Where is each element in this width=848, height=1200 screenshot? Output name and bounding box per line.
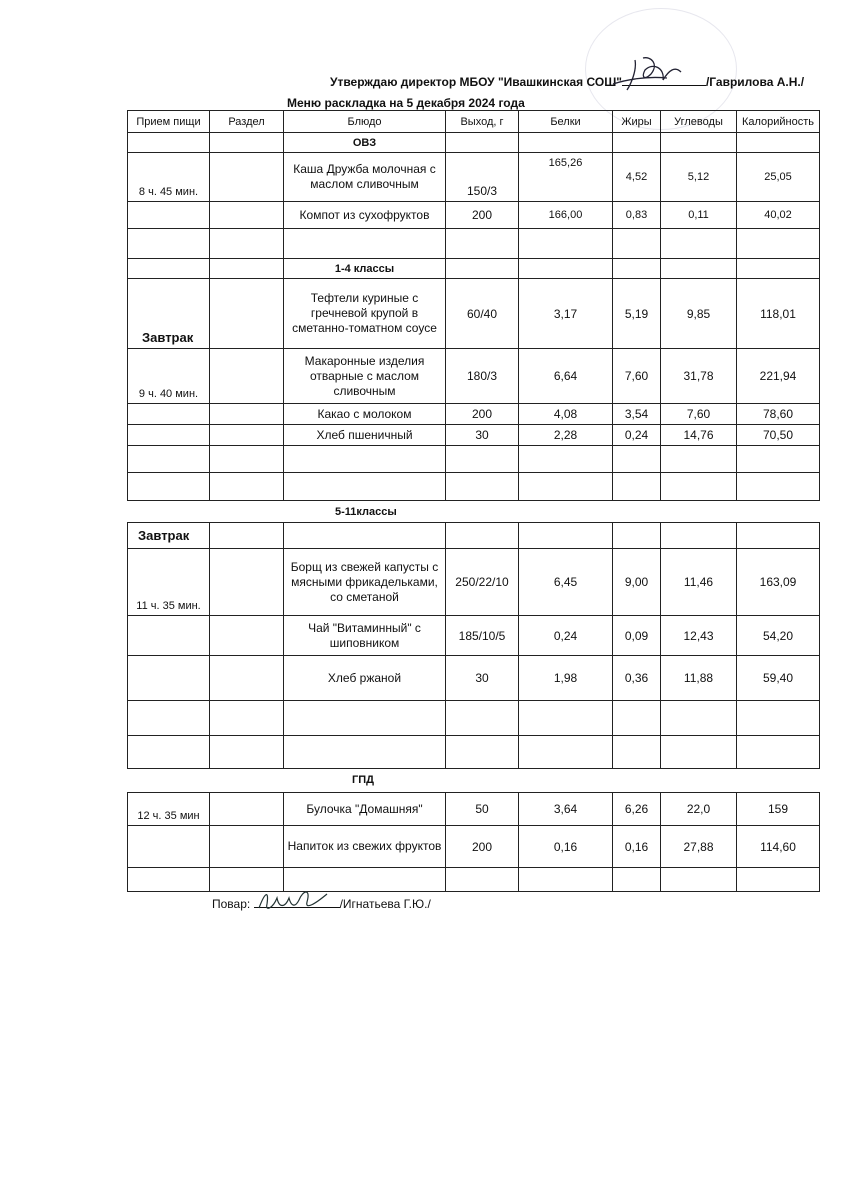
dish-fat: 7,60 bbox=[613, 349, 661, 404]
col-dish: Блюдо bbox=[284, 111, 446, 133]
dish-carbs: 22,0 bbox=[661, 793, 737, 826]
meal-time: 11 ч. 35 мин. bbox=[128, 549, 210, 616]
dish-carbs: 9,85 bbox=[661, 279, 737, 349]
dish-fat: 0,09 bbox=[613, 616, 661, 656]
dish-name: Напиток из свежих фруктов bbox=[284, 826, 446, 868]
dish-carbs: 14,76 bbox=[661, 425, 737, 446]
empty-row bbox=[128, 868, 820, 892]
dish-calories: 163,09 bbox=[737, 549, 820, 616]
dish-fat: 3,54 bbox=[613, 404, 661, 425]
table-row bbox=[128, 616, 820, 656]
cook-name: /Игнатьева Г.Ю./ bbox=[339, 897, 431, 911]
col-section: Раздел bbox=[210, 111, 284, 133]
menu-table-5-11 bbox=[127, 522, 820, 769]
col-meal: Прием пищи bbox=[128, 111, 210, 133]
menu-table-gpd bbox=[127, 792, 820, 892]
dish-calories: 40,02 bbox=[737, 202, 820, 229]
dish-yield: 200 bbox=[446, 826, 519, 868]
dish-protein: 6,64 bbox=[519, 349, 613, 404]
dish-yield: 30 bbox=[446, 425, 519, 446]
dish-yield: 250/22/10 bbox=[446, 549, 519, 616]
dish-name: Каша Дружба молочная с маслом сливочным bbox=[284, 153, 446, 202]
column-header-row bbox=[128, 111, 820, 133]
empty-row bbox=[128, 229, 820, 259]
dish-carbs: 31,78 bbox=[661, 349, 737, 404]
dish-name: Борщ из свежей капусты с мясными фрикадельками, со сметаной bbox=[284, 549, 446, 616]
meal-name: Завтрак bbox=[128, 523, 210, 549]
dish-fat: 0,16 bbox=[613, 826, 661, 868]
dish-fat: 0,24 bbox=[613, 425, 661, 446]
dish-yield: 180/3 bbox=[446, 349, 519, 404]
table-row bbox=[128, 656, 820, 701]
dish-calories: 54,20 bbox=[737, 616, 820, 656]
approve-text: Утверждаю директор МБОУ "Ивашкинская СОШ" bbox=[330, 75, 622, 89]
empty-row bbox=[128, 473, 820, 501]
section-title-5-11: 5-11классы bbox=[335, 506, 397, 518]
dish-calories: 78,60 bbox=[737, 404, 820, 425]
menu-title: Меню раскладка на 5 декабря 2024 года bbox=[287, 96, 525, 110]
table-row bbox=[128, 349, 820, 404]
dish-protein: 3,64 bbox=[519, 793, 613, 826]
section-row-ovz bbox=[128, 133, 820, 153]
dish-protein: 3,17 bbox=[519, 279, 613, 349]
dish-fat: 0,36 bbox=[613, 656, 661, 701]
dish-yield: 30 bbox=[446, 656, 519, 701]
table-row bbox=[128, 153, 820, 202]
dish-protein: 166,00 bbox=[519, 202, 613, 229]
dish-name: Хлеб пшеничный bbox=[284, 425, 446, 446]
meal-time: 8 ч. 45 мин. bbox=[128, 153, 210, 202]
col-carbs: Углеводы bbox=[661, 111, 737, 133]
dish-name: Чай "Витаминный" с шиповником bbox=[284, 616, 446, 656]
section-title-ovz: ОВЗ bbox=[284, 133, 446, 153]
dish-carbs: 7,60 bbox=[661, 404, 737, 425]
dish-yield: 200 bbox=[446, 404, 519, 425]
meal-time: 12 ч. 35 мин bbox=[128, 793, 210, 826]
dish-fat: 9,00 bbox=[613, 549, 661, 616]
empty-row bbox=[128, 701, 820, 736]
col-calories: Калорийность bbox=[737, 111, 820, 133]
dish-carbs: 0,11 bbox=[661, 202, 737, 229]
approval-line bbox=[330, 74, 804, 89]
section-row-1-4 bbox=[128, 259, 820, 279]
dish-name: Компот из сухофруктов bbox=[284, 202, 446, 229]
dish-name: Какао с молоком bbox=[284, 404, 446, 425]
dish-protein: 4,08 bbox=[519, 404, 613, 425]
cook-signature-blank bbox=[254, 896, 340, 908]
table-row bbox=[128, 549, 820, 616]
empty-row bbox=[128, 446, 820, 473]
dish-calories: 114,60 bbox=[737, 826, 820, 868]
dish-fat: 4,52 bbox=[613, 153, 661, 202]
dish-name: Тефтели куриные с гречневой крупой в сметанно-томатном соусе bbox=[284, 279, 446, 349]
dish-calories: 70,50 bbox=[737, 425, 820, 446]
dish-protein: 6,45 bbox=[519, 549, 613, 616]
dish-protein: 0,24 bbox=[519, 616, 613, 656]
dish-carbs: 27,88 bbox=[661, 826, 737, 868]
table-row bbox=[128, 793, 820, 826]
dish-carbs: 11,46 bbox=[661, 549, 737, 616]
dish-yield: 200 bbox=[446, 202, 519, 229]
col-protein: Белки bbox=[519, 111, 613, 133]
dish-name: Булочка "Домашняя" bbox=[284, 793, 446, 826]
approve-name: /Гаврилова А.Н./ bbox=[705, 75, 805, 89]
table-row bbox=[128, 404, 820, 425]
dish-carbs: 5,12 bbox=[661, 153, 737, 202]
dish-fat: 0,83 bbox=[613, 202, 661, 229]
dish-calories: 25,05 bbox=[737, 153, 820, 202]
meal-time: 9 ч. 40 мин. bbox=[128, 349, 210, 404]
cook-label: Повар: bbox=[212, 897, 251, 911]
meal-row bbox=[128, 523, 820, 549]
menu-table-main bbox=[127, 110, 820, 501]
dish-calories: 118,01 bbox=[737, 279, 820, 349]
dish-yield: 50 bbox=[446, 793, 519, 826]
dish-yield: 185/10/5 bbox=[446, 616, 519, 656]
col-fat: Жиры bbox=[613, 111, 661, 133]
dish-protein: 165,26 bbox=[519, 153, 613, 202]
dish-yield: 150/3 bbox=[446, 153, 519, 202]
dish-carbs: 11,88 bbox=[661, 656, 737, 701]
empty-row bbox=[128, 736, 820, 769]
signature-blank bbox=[622, 74, 706, 86]
section-title-1-4: 1-4 классы bbox=[284, 259, 446, 279]
table-row bbox=[128, 425, 820, 446]
dish-carbs: 12,43 bbox=[661, 616, 737, 656]
dish-calories: 59,40 bbox=[737, 656, 820, 701]
dish-name: Макаронные изделия отварные с маслом сливочным bbox=[284, 349, 446, 404]
cook-line bbox=[212, 896, 431, 911]
dish-protein: 2,28 bbox=[519, 425, 613, 446]
table-row bbox=[128, 202, 820, 229]
dish-calories: 159 bbox=[737, 793, 820, 826]
dish-yield: 60/40 bbox=[446, 279, 519, 349]
dish-protein: 1,98 bbox=[519, 656, 613, 701]
dish-protein: 0,16 bbox=[519, 826, 613, 868]
section-title-gpd: ГПД bbox=[352, 774, 374, 786]
dish-fat: 5,19 bbox=[613, 279, 661, 349]
meal-name: Завтрак bbox=[128, 279, 210, 349]
table-row bbox=[128, 279, 820, 349]
col-yield: Выход, г bbox=[446, 111, 519, 133]
dish-calories: 221,94 bbox=[737, 349, 820, 404]
table-row bbox=[128, 826, 820, 868]
dish-fat: 6,26 bbox=[613, 793, 661, 826]
dish-name: Хлеб ржаной bbox=[284, 656, 446, 701]
